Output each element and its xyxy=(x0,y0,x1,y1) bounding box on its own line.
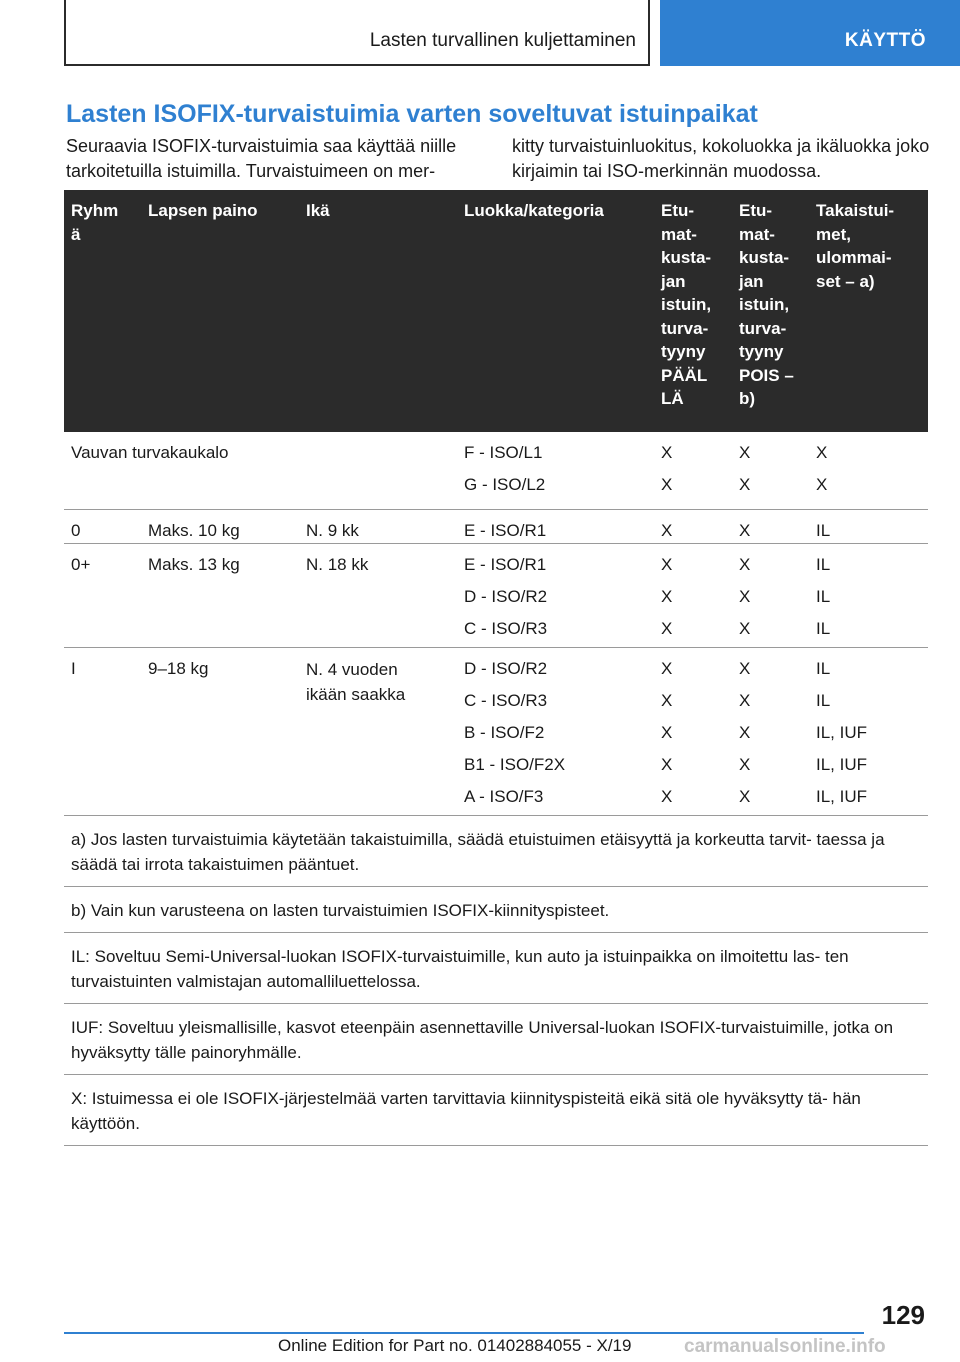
footnote-b: b) Vain kun varusteena on lasten turvaistuimien ISOFIX-kiinnityspisteet. xyxy=(64,887,928,933)
cell-value: X xyxy=(739,659,751,678)
th-airbag-off xyxy=(739,199,794,411)
cell-group: Vauvan turvakaukalo xyxy=(71,443,229,462)
th-airbag-on xyxy=(661,199,711,411)
cell-value: X xyxy=(739,521,751,540)
header-line: set – a) xyxy=(816,271,875,291)
cell-classes xyxy=(464,549,547,645)
header-line: istuin, xyxy=(739,295,790,314)
cell-value: D - ISO/R2 xyxy=(464,587,548,606)
table-header xyxy=(64,190,928,432)
cell-value: F - ISO/L1 xyxy=(464,443,543,462)
legend-x: X: Istuimessa ei ole ISOFIX-järjestelmää varten tarvittavia kiinnityspisteitä eikä sitä ole hyväksytty tä‐ hän käyttöön. xyxy=(64,1075,928,1146)
th-rear-seats xyxy=(816,199,894,293)
cell-value: X xyxy=(661,475,673,494)
cell-value: IL xyxy=(816,691,831,710)
cell-age xyxy=(306,549,368,581)
cell-value: IL xyxy=(816,619,831,638)
cell-airbag-on xyxy=(661,515,672,547)
cell-value: IL xyxy=(816,521,831,540)
header-line: kusta‐ xyxy=(739,248,790,267)
cell-airbag-off xyxy=(739,515,750,547)
header-line: istuin, xyxy=(661,295,712,314)
cell-value: X xyxy=(661,619,673,638)
cell-value: X xyxy=(816,475,828,494)
table-row xyxy=(64,432,928,510)
table-row xyxy=(64,544,928,648)
cell-value: IL xyxy=(816,659,831,678)
th-class xyxy=(464,199,604,223)
cell-value: X xyxy=(661,723,673,742)
page-number: 129 xyxy=(881,1300,925,1330)
cell-weight: Maks. 10 kg xyxy=(148,521,240,540)
cell-airbag-on xyxy=(661,549,672,645)
footnote-a: a) Jos lasten turvaistuimia käytetään takaistuimilla, säädä etuistuimen etäisyyttä ja korkeutta tarvit‐ taessa ja säädä tai irrota takaistuimen pääntuet. xyxy=(64,816,928,887)
legend-il: IL: Soveltuu Semi-Universal-luokan ISOFIX-turvaistuimille, kun auto ja istuinpaikka on ilmoitettu las‐ ten turvaistuinten valmistajan automalliluettelossa. xyxy=(64,933,928,1004)
cell-value: C - ISO/R3 xyxy=(464,619,548,638)
header-line: jan xyxy=(739,271,764,291)
cell-rear xyxy=(816,515,830,547)
header-line: Ikä xyxy=(306,201,330,220)
cell-value: X xyxy=(661,587,673,606)
cell-airbag-off xyxy=(739,549,750,645)
cell-weight: Maks. 13 kg xyxy=(148,555,240,574)
cell-value: C - ISO/R3 xyxy=(464,691,548,710)
cell-value: X xyxy=(661,691,673,710)
cell-value: IL, IUF xyxy=(816,723,868,742)
section-title: Lasten turvallinen kuljettaminen xyxy=(369,30,636,51)
cell-airbag-on xyxy=(661,437,672,501)
header-section-box xyxy=(64,0,650,66)
header-line: Luokka/kategoria xyxy=(464,201,604,220)
header-line: ulommai‐ xyxy=(816,248,892,267)
header-line: kusta‐ xyxy=(661,248,712,267)
header-line: ä xyxy=(71,224,81,244)
header-line: met, xyxy=(816,224,851,244)
chapter-tab-label: KÄYTTÖ xyxy=(844,30,926,51)
th-weight xyxy=(148,199,258,223)
legend-iuf: IUF: Soveltuu yleismallisille, kasvot eteenpäin asennettaville Universal-luokan ISOFIX-turvaistuimille, jotka on hyväksytty tälle painoryhmälle. xyxy=(64,1004,928,1075)
cell-age xyxy=(306,657,405,707)
cell-value: X xyxy=(661,521,673,540)
cell-group: 0+ xyxy=(71,555,91,574)
cell-weight: 9–18 kg xyxy=(148,659,209,678)
cell-value: X xyxy=(661,659,673,678)
cell-value: X xyxy=(816,443,828,462)
intro-right: kitty turvaistuinluokitus, kokoluokka ja ikäluokka joko kirjaimin tai ISO-merkinnän muodossa. xyxy=(512,136,930,181)
header-line: POIS – xyxy=(739,365,794,385)
cell-airbag-on xyxy=(661,653,672,813)
cell-value: X xyxy=(739,443,751,462)
intro-left: Seuraavia ISOFIX-turvaistuimia saa käyttää niille tarkoitetuilla istuimilla. Turvaistuimeen on mer‐ xyxy=(66,136,457,181)
cell-value: D - ISO/R2 xyxy=(464,659,548,678)
cell-value: IL, IUF xyxy=(816,755,868,774)
cell-value: ikään saakka xyxy=(306,685,406,704)
cell-rear xyxy=(816,653,867,813)
cell-value: E - ISO/R1 xyxy=(464,555,547,574)
cell-rear xyxy=(816,549,830,645)
header-line: tyyny xyxy=(739,342,784,361)
header-line: Etu‐ xyxy=(739,201,773,220)
table-row xyxy=(64,648,928,816)
cell-classes xyxy=(464,437,545,501)
th-group xyxy=(71,199,118,246)
cell-value: G - ISO/L2 xyxy=(464,475,546,494)
cell-value: B - ISO/F2 xyxy=(464,723,545,742)
th-age xyxy=(306,199,330,223)
table-row xyxy=(64,510,928,544)
watermark: carmanualsonline.info xyxy=(684,1336,886,1357)
cell-airbag-off xyxy=(739,437,750,501)
isofix-table xyxy=(64,190,928,1146)
edition-text: Online Edition for Part no. 01402884055 - X/19 xyxy=(278,1336,632,1355)
page-title: Lasten ISOFIX-turvaistuimia varten soveltuvat istuinpaikat xyxy=(66,100,758,128)
footer-rule xyxy=(64,1332,864,1334)
cell-value: E - ISO/R1 xyxy=(464,521,547,540)
cell-value: X xyxy=(739,475,751,494)
cell-value: X xyxy=(661,443,673,462)
header-line: turva‐ xyxy=(661,318,709,338)
header-line: turva‐ xyxy=(739,318,787,338)
header-line: LÄ xyxy=(661,389,684,408)
header-line: tyyny xyxy=(661,342,706,361)
cell-value: X xyxy=(661,555,673,574)
cell-classes xyxy=(464,515,546,547)
header-line: Ryhm xyxy=(71,201,119,220)
header-line: Takaistui‐ xyxy=(816,201,895,220)
chapter-tab[interactable] xyxy=(660,0,960,66)
cell-value: N. 4 vuoden xyxy=(306,660,398,679)
cell-value: X xyxy=(661,755,673,774)
cell-value: X xyxy=(739,723,751,742)
cell-group: I xyxy=(71,659,76,678)
cell-value: B1 - ISO/F2X xyxy=(464,755,566,774)
cell-value: X xyxy=(739,587,751,606)
cell-value: N. 18 kk xyxy=(306,555,369,574)
cell-airbag-off xyxy=(739,653,750,813)
cell-value: IL, IUF xyxy=(816,787,868,806)
header-line: PÄÄL xyxy=(661,365,708,385)
cell-value: IL xyxy=(816,555,831,574)
cell-value: X xyxy=(739,755,751,774)
cell-group: 0 xyxy=(71,521,81,540)
cell-age xyxy=(306,515,359,547)
header-line: jan xyxy=(661,271,686,291)
header-line: b) xyxy=(739,389,756,408)
header-line: Etu‐ xyxy=(661,201,695,220)
cell-value: N. 9 kk xyxy=(306,521,359,540)
cell-value: X xyxy=(739,691,751,710)
cell-value: X xyxy=(739,619,751,638)
cell-value: X xyxy=(661,787,673,806)
cell-rear xyxy=(816,437,827,501)
header-line: mat‐ xyxy=(661,224,697,244)
header-line: mat‐ xyxy=(739,224,775,244)
cell-value: IL xyxy=(816,587,831,606)
cell-value: X xyxy=(739,787,751,806)
cell-value: A - ISO/F3 xyxy=(464,787,544,806)
header-line: Lapsen paino xyxy=(148,201,258,220)
cell-classes xyxy=(464,653,565,813)
cell-value: X xyxy=(739,555,751,574)
